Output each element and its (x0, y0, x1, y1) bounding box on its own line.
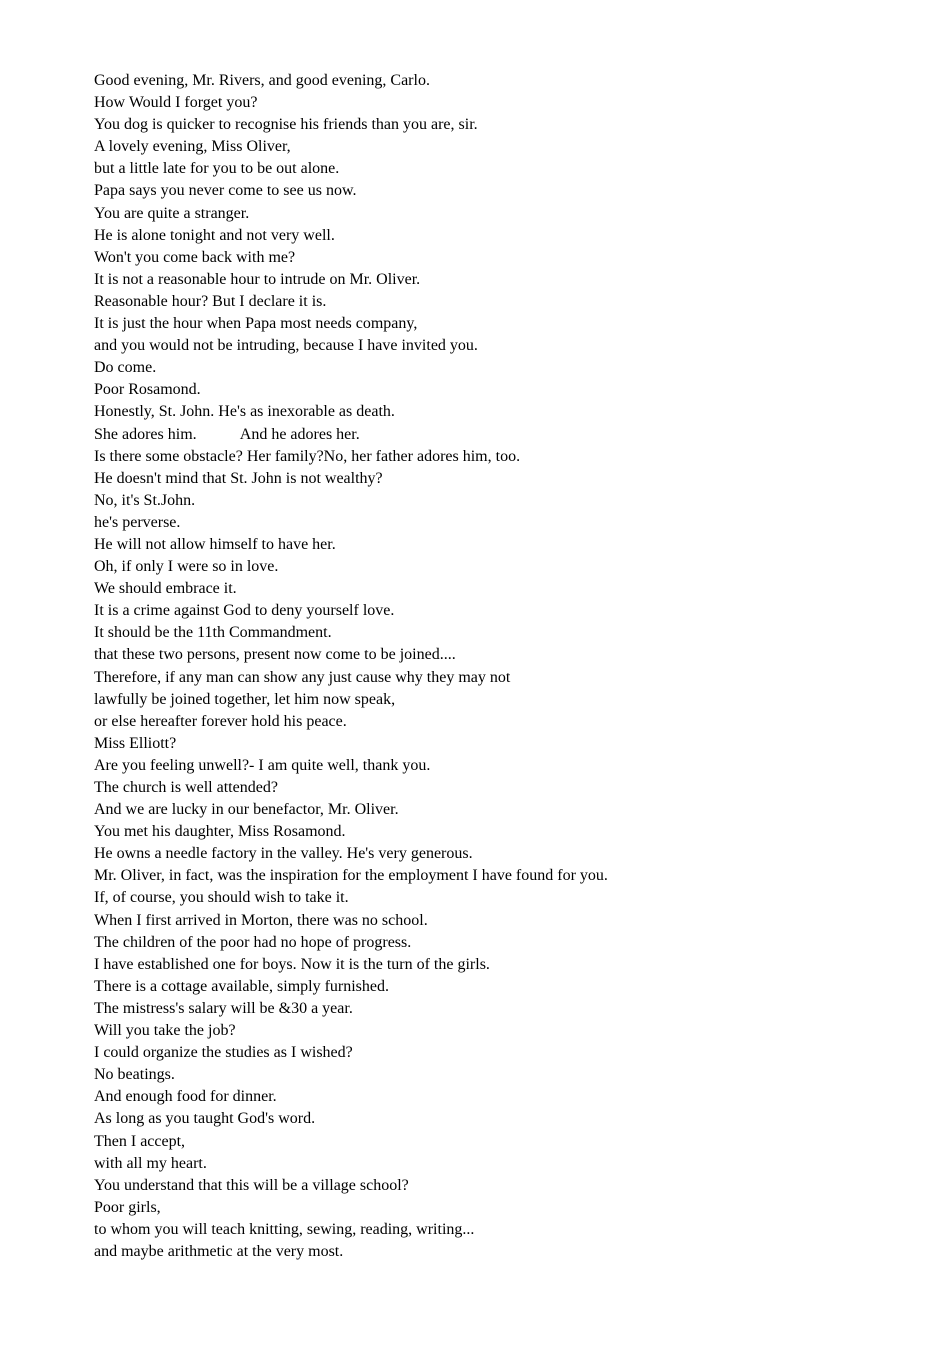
text-line: As long as you taught God's word. (94, 1110, 316, 1128)
text-line: It is just the hour when Papa most needs company, (94, 315, 418, 333)
text-line: The mistress's salary will be &30 a year. (94, 999, 353, 1017)
text-line: You met his daughter, Miss Rosamond. (94, 823, 346, 841)
text-line: with all my heart. (94, 1154, 207, 1172)
text-line: The church is well attended? (94, 779, 278, 796)
text-line: How Would I forget you? (94, 94, 258, 112)
text-line: No, it's St.John. (94, 491, 196, 509)
text-line: Therefore, if any man can show any just cause why they may not (94, 668, 511, 686)
text-line: We should embrace it. (94, 580, 237, 598)
text-line: and maybe arithmetic at the very most. (94, 1242, 344, 1260)
text-line: You dog is quicker to recognise his friends than you are, sir. (94, 116, 478, 134)
text-line: Miss Elliott? (94, 734, 177, 752)
text-line: and you would not be intruding, because I have invited you. (94, 337, 478, 355)
text-line: It should be the 11th Commandment. (94, 624, 332, 642)
text-line: It is a crime against God to deny yourself love. (94, 602, 395, 620)
text-line: And enough food for dinner. (94, 1088, 277, 1106)
text-line: Reasonable hour? But I declare it is. (94, 292, 327, 310)
text-line: but a little late for you to be out alone. (94, 160, 340, 178)
text-line: He is alone tonight and not very well. (94, 226, 335, 244)
text-line: or else hereafter forever hold his peace. (94, 712, 347, 730)
text-line: I could organize the studies as I wished? (94, 1044, 353, 1062)
text-line: There is a cottage available, simply furnished. (94, 977, 390, 995)
document-page (94, 70, 914, 1263)
text-line: No beatings. (94, 1066, 175, 1084)
text-line: I have established one for boys. Now it is the turn of the girls. (94, 955, 490, 973)
text-line: Won't you come back with me? (94, 248, 296, 266)
text-line: And we are lucky in our benefactor, Mr. Oliver. (94, 801, 399, 819)
text-line: lawfully be joined together, let him now speak, (94, 690, 396, 708)
text-line: You understand that this will be a village school? (94, 1176, 409, 1194)
text-line: Poor girls, (94, 1198, 161, 1216)
text-line: Oh, if only I were so in love. (94, 558, 279, 576)
text-line: Then I accept, (94, 1132, 186, 1150)
text-line: You are quite a stranger. (94, 204, 250, 222)
text-line: If, of course, you should wish to take it. (94, 889, 349, 907)
text-line: Do come. (94, 359, 157, 377)
text-line: He doesn't mind that St. John is not wealthy? (94, 469, 383, 487)
text-line: Will you take the job? (94, 1022, 236, 1040)
text-line: Poor Rosamond. (94, 381, 201, 399)
text-line: that these two persons, present now come to be joined.... (94, 646, 456, 664)
text-line: He will not allow himself to have her. (94, 535, 336, 553)
text-line: He owns a needle factory in the valley. He's very generous. (94, 845, 473, 863)
text-line: She adores him. And he adores her. (94, 425, 360, 443)
text-line: When I first arrived in Morton, there was no school. (94, 911, 428, 929)
text-line: It is not a reasonable hour to intrude on Mr. Oliver. (94, 270, 421, 288)
text-line: Are you feeling unwell?- I am quite well, thank you. (94, 756, 431, 774)
text-line: Mr. Oliver, in fact, was the inspiration for the employment I have found for you. (94, 867, 608, 885)
text-line: Is there some obstacle? Her family?No, her father adores him, too. (94, 447, 521, 465)
text-line: The children of the poor had no hope of progress. (94, 933, 412, 951)
text-line: Papa says you never come to see us now. (94, 182, 357, 200)
text-line: Good evening, Mr. Rivers, and good evening, Carlo. (94, 72, 430, 89)
text-line: A lovely evening, Miss Oliver, (94, 138, 291, 156)
text-line: he's perverse. (94, 513, 181, 531)
text-line: Honestly, St. John. He's as inexorable as death. (94, 403, 395, 421)
text-line: to whom you will teach knitting, sewing, reading, writing... (94, 1220, 475, 1238)
